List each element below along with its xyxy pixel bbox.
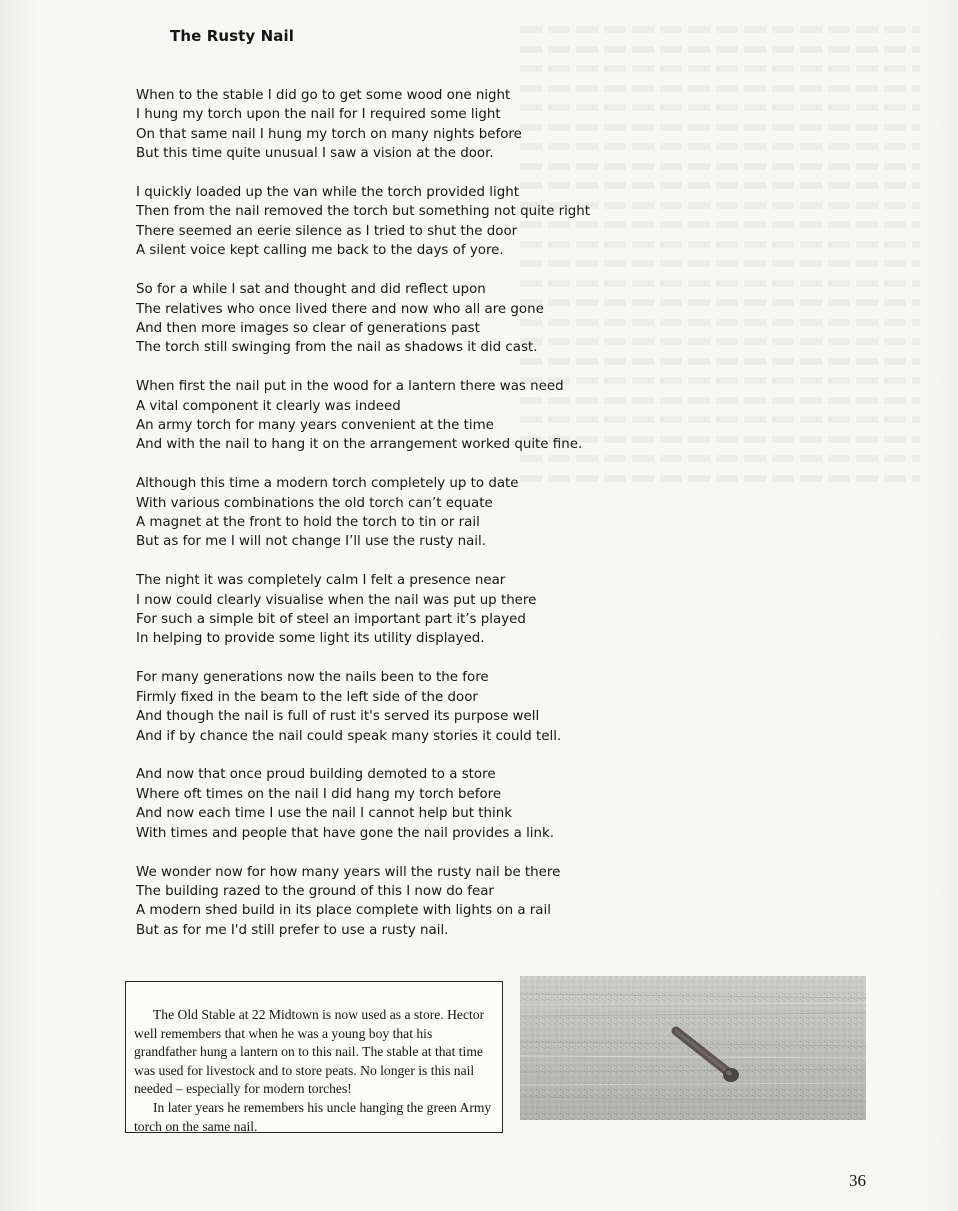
- poem-line: But as for me I will not change I’ll use the rusty nail.: [136, 534, 487, 550]
- stanza: [136, 377, 836, 455]
- poem-line: With times and people that have gone the nail provides a link.: [136, 825, 555, 841]
- poem-line: But as for me I'd still prefer to use a rusty nail.: [136, 922, 449, 938]
- poem-line: A silent voice kept calling me back to the days of yore.: [136, 243, 504, 259]
- stanza: [136, 86, 836, 164]
- poem-line: So for a while I sat and thought and did reflect upon: [136, 282, 486, 298]
- page-number: 36: [849, 1171, 866, 1190]
- poem-line: We wonder now for how many years will the rusty nail be there: [136, 864, 561, 880]
- poem-line: Then from the nail removed the torch but something not quite right: [136, 204, 591, 220]
- poem-line: When to the stable I did go to get some wood one night: [136, 88, 511, 103]
- poem-line: With various combinations the old torch can’t equate: [136, 495, 493, 511]
- poem-line: A magnet at the front to hold the torch to tin or rail: [136, 515, 480, 531]
- poem-line: But this time quite unusual I saw a vision at the door.: [136, 146, 494, 162]
- poem-line: Firmly fixed in the beam to the left side of the door: [136, 689, 478, 705]
- poem-line: On that same nail I hung my torch on many nights before: [136, 126, 522, 142]
- poem-line: I hung my torch upon the nail for I required some light: [136, 107, 501, 123]
- poem-line: The building razed to the ground of this I now do fear: [136, 883, 494, 899]
- rusty-nail-photo-image: [520, 976, 866, 1120]
- stanza: [136, 474, 836, 552]
- poem-line: And now that once proud building demoted to a store: [136, 767, 496, 783]
- poem-line: And with the nail to hang it on the arrangement worked quite fine.: [136, 437, 583, 453]
- poem-title: The Rusty Nail: [170, 27, 294, 45]
- poem-line: When first the nail put in the wood for a lantern there was need: [136, 379, 564, 395]
- poem-line: I quickly loaded up the van while the torch provided light: [136, 185, 519, 201]
- poem-line: For many generations now the nails been to the fore: [136, 670, 489, 686]
- poem-line: The night it was completely calm I felt a presence near: [136, 573, 506, 589]
- poem-line: In helping to provide some light its utility displayed.: [136, 631, 485, 647]
- poem-line: Where oft times on the nail I did hang my torch before: [136, 786, 502, 802]
- poem-line: I now could clearly visualise when the nail was put up there: [136, 592, 537, 608]
- rusty-nail-photo: [520, 976, 866, 1120]
- stanza: [136, 571, 836, 649]
- stanza: [136, 863, 836, 941]
- poem-line: The relatives who once lived there and now who all are gone: [136, 301, 544, 317]
- poem-line: A modern shed build in its place complete with lights on a rail: [136, 903, 551, 919]
- poem-line: And then more images so clear of generations past: [136, 320, 480, 336]
- poem-body: [136, 86, 836, 960]
- poem-line: A vital component it clearly was indeed: [136, 398, 401, 414]
- poem-line: And if by chance the nail could speak many stories it could tell.: [136, 728, 562, 744]
- stanza: [136, 280, 836, 358]
- photo-caption-box: [125, 981, 503, 1133]
- stanza: [136, 668, 836, 746]
- poem-line: And now each time I use the nail I cannot help but think: [136, 806, 512, 822]
- caption-paragraph: In later years he remembers his uncle hanging the green Army torch on the same nail.: [134, 1099, 492, 1134]
- poem-line: Although this time a modern torch completely up to date: [136, 476, 519, 492]
- poem-line: And though the nail is full of rust it's served its purpose well: [136, 709, 540, 725]
- poem-line: For such a simple bit of steel an important part it’s played: [136, 612, 526, 628]
- stanza: [136, 183, 836, 261]
- poem-line: There seemed an eerie silence as I tried to shut the door: [136, 223, 518, 239]
- poem-line: The torch still swinging from the nail as shadows it did cast.: [136, 340, 538, 356]
- caption-paragraph: The Old Stable at 22 Midtown is now used as a store. Hector well remembers that when he was a young boy that his grandfather hung a lantern on to this nail. The stable at that time was used for livestock and to store peats. No longer is this nail needed – especially for modern torches!: [134, 1007, 485, 1097]
- poem-line: An army torch for many years convenient at the time: [136, 417, 494, 433]
- stanza: [136, 765, 836, 843]
